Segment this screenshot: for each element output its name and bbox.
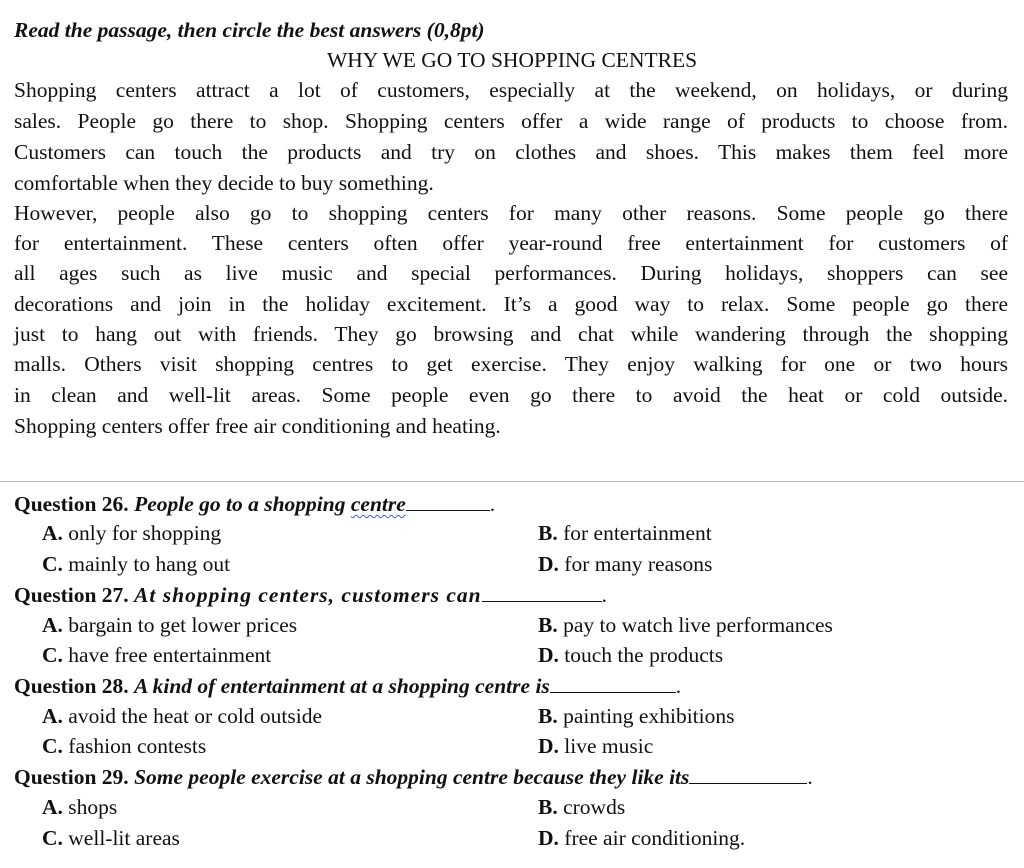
passage-line: in clean and well-lit areas. Some people even go there to avoid the heat or cold outside. xyxy=(14,383,1008,407)
passage-line: comfortable when they decide to buy something. xyxy=(14,171,434,195)
answer-blank xyxy=(689,765,807,784)
question-stem: A kind of entertainment at a shopping centre is xyxy=(134,674,550,698)
option-d[interactable]: D. free air conditioning. xyxy=(538,826,746,850)
option-c[interactable]: C. fashion contests xyxy=(42,734,207,758)
question-number: Question 29. xyxy=(14,765,129,789)
option-a[interactable]: A. shops xyxy=(42,795,118,819)
question-number: Question 27. xyxy=(14,583,129,607)
question-stem: Some people exercise at a shopping centre because they like its xyxy=(134,765,690,789)
answer-blank xyxy=(550,674,676,693)
option-b[interactable]: B. for entertainment xyxy=(538,521,712,545)
question-number: Question 28. xyxy=(14,674,129,698)
spellcheck-word: centre xyxy=(350,492,406,516)
passage-line: for entertainment. These centers often offer year-round free entertainment for customers of xyxy=(14,231,1008,255)
question-end: . xyxy=(675,674,682,698)
question-stem: At shopping centers, customers can xyxy=(134,583,482,607)
answer-blank xyxy=(406,492,490,511)
question-28 xyxy=(14,672,681,700)
option-a[interactable]: A. only for shopping xyxy=(42,521,222,545)
passage-line: However, people also go to shopping centers for many other reasons. Some people go there xyxy=(14,201,1008,225)
question-end: . xyxy=(807,765,813,789)
passage-line: Customers can touch the products and try on clothes and shoes. This makes them feel more xyxy=(14,140,1008,164)
passage-line: Shopping centers offer free air conditioning and heating. xyxy=(14,414,501,438)
option-d[interactable]: D. live music xyxy=(538,734,654,758)
question-26 xyxy=(14,490,495,518)
instruction: Read the passage, then circle the best answers (0,8pt) xyxy=(14,18,485,42)
option-c[interactable]: C. well-lit areas xyxy=(42,826,180,850)
option-a[interactable]: A. bargain to get lower prices xyxy=(42,613,298,637)
option-d[interactable]: D. for many reasons xyxy=(538,552,713,576)
passage-line: just to hang out with friends. They go browsing and chat while wandering through the shopping xyxy=(14,322,1008,346)
question-number: Question 26. xyxy=(14,492,129,516)
option-b[interactable]: B. painting exhibitions xyxy=(538,704,735,728)
passage-line: decorations and join in the holiday excitement. It’s a good way to relax. Some people go there xyxy=(14,292,1008,316)
passage-line: sales. People go there to shop. Shopping centers offer a wide range of products to choose from. xyxy=(14,109,1008,133)
passage-title: WHY WE GO TO SHOPPING CENTRES xyxy=(326,48,698,72)
question-end: . xyxy=(489,492,496,516)
section-divider xyxy=(0,481,1024,482)
option-a[interactable]: A. avoid the heat or cold outside xyxy=(42,704,323,728)
option-d[interactable]: D. touch the products xyxy=(538,643,724,667)
passage-line: all ages such as live music and special performances. During holidays, shoppers can see xyxy=(14,261,1008,285)
option-b[interactable]: B. crowds xyxy=(538,795,626,819)
passage-line: Shopping centers attract a lot of customers, especially at the weekend, on holidays, or during xyxy=(14,78,1008,102)
question-29 xyxy=(14,763,813,791)
question-stem: People go to a shopping xyxy=(134,492,351,516)
option-c[interactable]: C. have free entertainment xyxy=(42,643,272,667)
option-c[interactable]: C. mainly to hang out xyxy=(42,552,231,576)
question-end: . xyxy=(601,583,608,607)
question-27 xyxy=(14,581,607,609)
answer-blank xyxy=(482,583,602,602)
option-b[interactable]: B. pay to watch live performances xyxy=(538,613,833,637)
passage-line: malls. Others visit shopping centres to get exercise. They enjoy walking for one or two hours xyxy=(14,352,1008,376)
